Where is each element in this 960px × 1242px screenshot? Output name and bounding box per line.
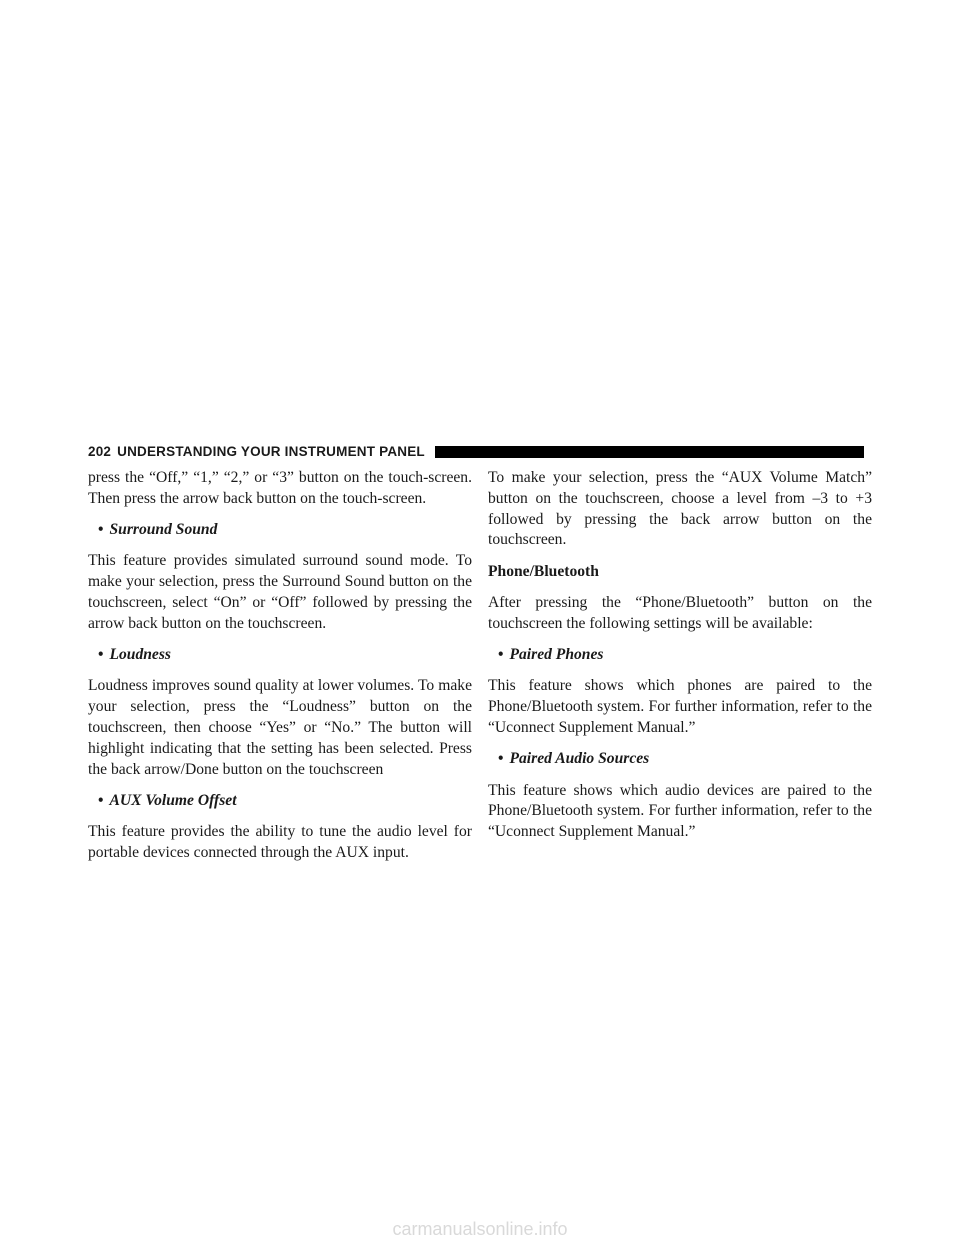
paragraph: After pressing the “Phone/Bluetooth” button on the touchscreen the following settings will be available: xyxy=(488,593,872,632)
paragraph: This feature provides simulated surround sound mode. To make your selection, press the Surround Sound button on the touchscreen, select “On” or “Off” followed by pressing the arrow back button on the touchscreen. xyxy=(88,552,472,632)
paragraph: Loudness improves sound quality at lower volumes. To make your selection, press the “Loudness” button on the touchscreen, then choose “Yes” or “No.” The button will highlight indicating that the setting has been selected. Press the back arrow/Done button on the touchscreen xyxy=(88,677,472,778)
bullet-label: AUX Volume Offset xyxy=(109,791,237,809)
bullet-dot-icon: • xyxy=(498,750,504,768)
bullet-paired-phones xyxy=(488,645,872,666)
left-column xyxy=(88,468,472,874)
bullet-surround-sound xyxy=(88,520,472,541)
right-column xyxy=(488,468,872,853)
paragraph: press the “Off,” “1,” “2,” or “3” button on the touch-screen. Then press the arrow back button on the touch-screen. xyxy=(88,469,472,507)
bullet-label: Surround Sound xyxy=(109,521,218,539)
section-title: UNDERSTANDING YOUR INSTRUMENT PANEL xyxy=(117,443,425,459)
bullet-dot-icon: • xyxy=(98,521,104,539)
paragraph: This feature shows which audio devices are paired to the Phone/Bluetooth system. For further information, refer to the “Uconnect Supplement Manual.” xyxy=(488,781,872,841)
header-rule xyxy=(435,446,864,458)
bullet-dot-icon: • xyxy=(98,791,104,809)
bullet-aux-volume-offset xyxy=(88,791,472,812)
bullet-dot-icon: • xyxy=(98,646,104,664)
paragraph: To make your selection, press the “AUX Volume Match” button on the touchscreen, choose a level from –3 to +3 followed by pressing the back arrow button on the touchscreen. xyxy=(488,469,872,549)
bullet-dot-icon: • xyxy=(498,646,504,664)
bullet-loudness xyxy=(88,645,472,666)
bullet-label: Loudness xyxy=(109,646,171,664)
bullet-paired-audio-sources xyxy=(488,749,872,770)
bullet-label: Paired Audio Sources xyxy=(509,750,650,768)
bullet-label: Paired Phones xyxy=(509,646,604,664)
page-number: 202 xyxy=(88,443,112,459)
page-header xyxy=(88,442,864,460)
paragraph: This feature provides the ability to tune the audio level for portable devices connected through the AUX input. xyxy=(88,823,472,861)
paragraph: This feature shows which phones are paired to the Phone/Bluetooth system. For further information, refer to the “Uconnect Supplement Manual.” xyxy=(488,677,872,736)
section-heading: Phone/Bluetooth xyxy=(488,562,599,580)
footer-watermark: carmanualsonline.info xyxy=(392,1219,568,1239)
